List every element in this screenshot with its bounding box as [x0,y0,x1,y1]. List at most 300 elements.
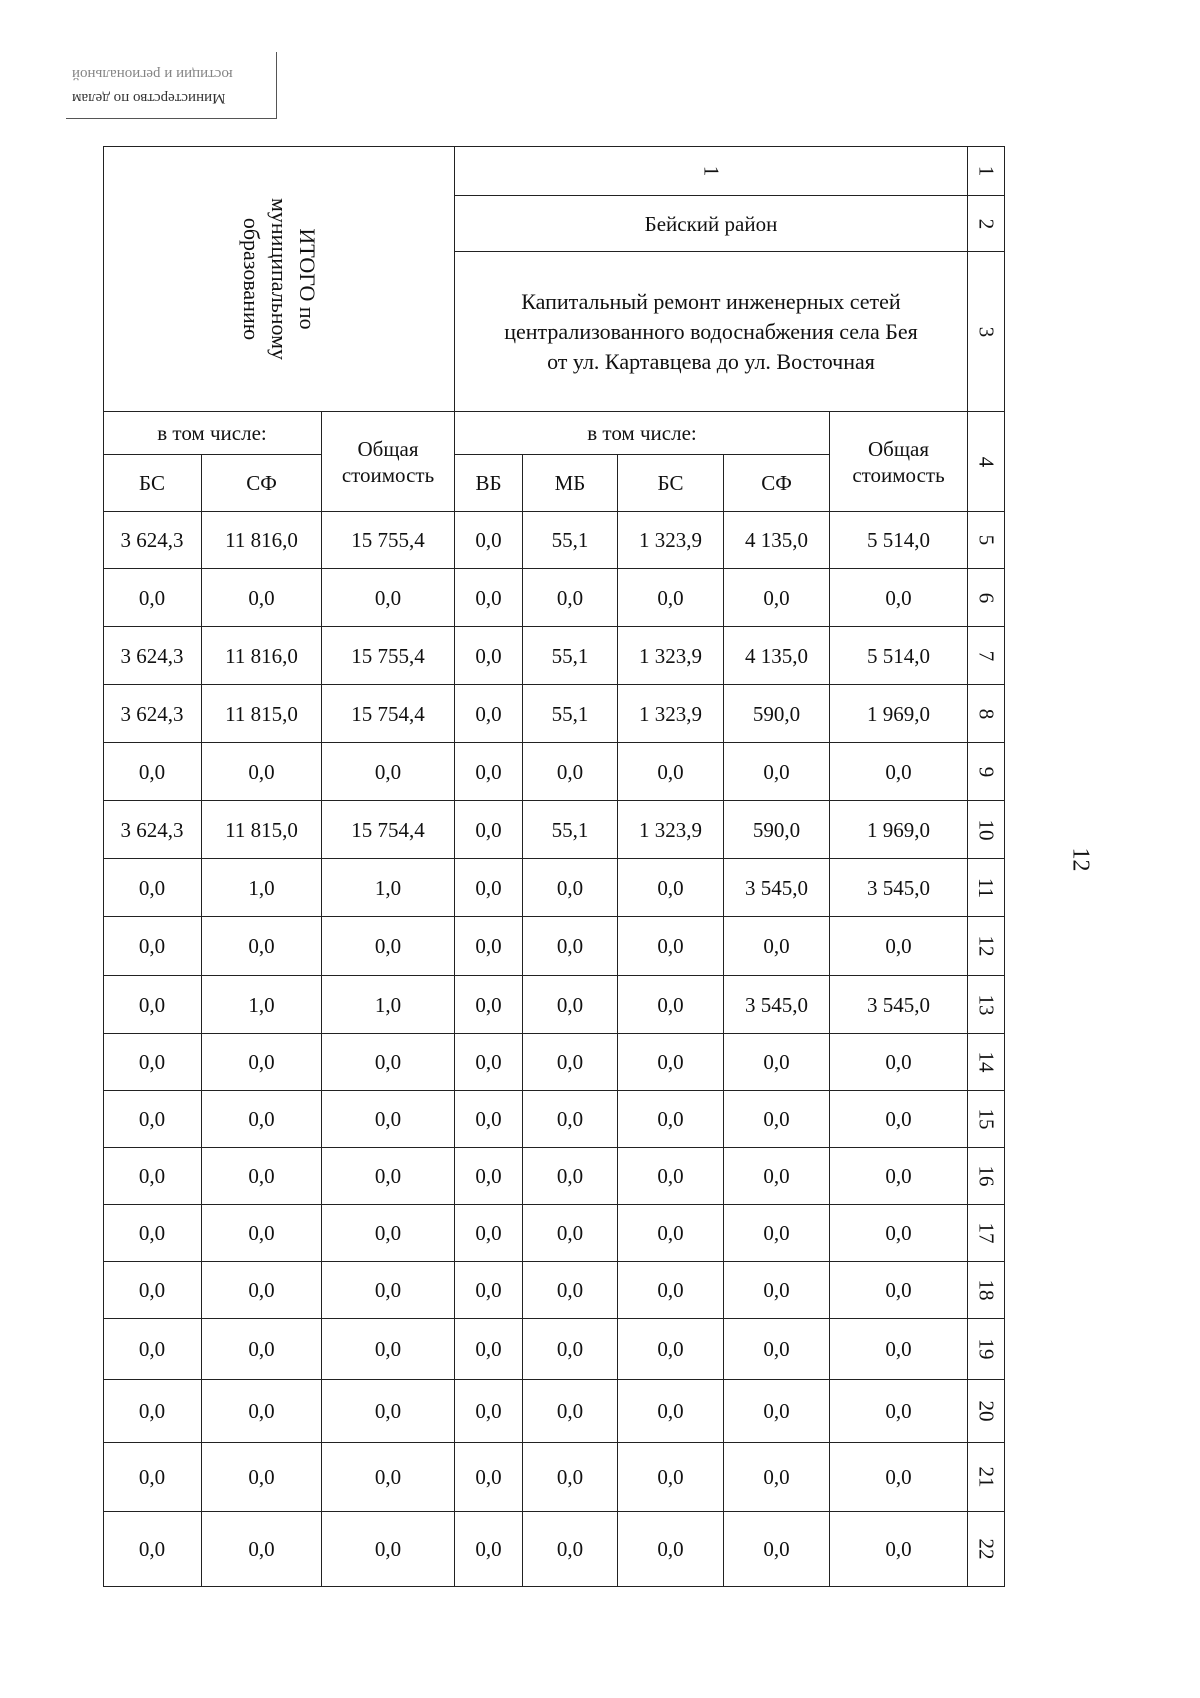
table-cell [830,1319,968,1380]
table-cell [103,743,202,801]
table-cell-text: 55,1 [551,701,589,726]
table-cell [523,743,618,801]
table-cell [523,1262,618,1319]
table-cell-text: 0,0 [138,1221,166,1245]
table-cell-text: 0,0 [556,992,584,1017]
table-cell [455,801,523,859]
table-cell [103,976,202,1034]
table-cell-text: 0,0 [475,1221,502,1245]
row-number [968,743,1005,801]
table-cell-text: 0,0 [248,1465,275,1489]
row-number-text: 8 [974,708,998,719]
table-cell [618,512,724,569]
table-cell [523,512,618,569]
table-cell [830,569,968,627]
table-cell-text: 3 545,0 [867,992,930,1017]
table-cell-text: 0,0 [138,585,166,610]
table-cell [455,627,523,685]
table-cell-text: 0,0 [885,585,912,610]
total-cost-left-text: Общая стоимость [341,436,435,487]
including-left [103,412,322,455]
table-cell-text: 0,0 [248,1164,275,1188]
col-header-bs-text: БС [139,471,165,495]
table-cell [455,976,523,1034]
table-cell [202,1443,322,1512]
col-header-sf-2 [724,455,830,512]
table-cell [523,976,618,1034]
table-cell-text: 0,0 [657,1465,684,1489]
table-cell [322,743,455,801]
col-header-bs-2-text: БС [657,471,684,495]
table-cell [455,1205,523,1262]
row-number [968,917,1005,976]
table-cell-text: 0,0 [556,875,584,900]
table-cell [322,1262,455,1319]
table-cell [830,1148,968,1205]
table-cell-text: 3 624,3 [120,701,184,726]
table-cell [523,1319,618,1380]
table-cell-text: 15 755,4 [351,643,425,668]
row-number-text: 12 [974,935,998,957]
row-number [968,1148,1005,1205]
table-cell-text: 4 135,0 [745,643,808,668]
table-cell-text: 0,0 [657,875,684,900]
table-cell-text: 0,0 [556,1107,584,1131]
table-cell-text: 5 514,0 [867,528,930,552]
table-cell [202,976,322,1034]
district-cell [455,196,968,252]
table-cell-text: 0,0 [657,1337,684,1361]
table-cell-text: 0,0 [657,1278,684,1302]
total-header-cell [103,146,455,412]
table-cell-text: 0,0 [657,1399,684,1423]
table-cell [455,685,523,743]
table-cell-text: 0,0 [556,759,584,784]
table-cell-text: 5 514,0 [867,643,930,668]
table-cell-text: 1 969,0 [867,817,930,842]
table-cell [618,569,724,627]
table-cell [202,1512,322,1587]
table-cell [322,569,455,627]
table-cell-text: 0,0 [138,759,166,784]
table-cell-text: 0,0 [657,585,684,610]
row-number-text: 3 [974,326,998,337]
table-cell-text: 0,0 [138,875,166,900]
table-cell [618,1380,724,1443]
table-cell-text: 0,0 [885,1337,912,1361]
table-cell-text: 0,0 [763,1050,790,1074]
table-cell [523,1034,618,1091]
table-cell-text: 0,0 [475,1465,502,1489]
table-cell [724,685,830,743]
row-number-text: 18 [974,1279,998,1301]
table-cell [830,512,968,569]
row-number-text: 20 [974,1400,998,1422]
table-cell-text: 1 323,9 [639,817,702,842]
table-cell [724,976,830,1034]
page-number: 12 [1067,847,1094,872]
table-cell-text: 0,0 [374,1278,402,1302]
table-cell-text: 1 323,9 [639,528,702,552]
table-cell [103,1034,202,1091]
table-cell-text: 0,0 [556,1399,584,1423]
table-cell [322,512,455,569]
table-cell [724,569,830,627]
table-cell-text: 0,0 [374,1164,402,1188]
table-cell-text: 3 545,0 [745,875,808,900]
including-left-text: в том числе: [157,421,267,445]
table-cell-text: 0,0 [475,1050,502,1074]
row-number-text: 2 [974,218,998,229]
row-number [968,976,1005,1034]
table-cell-text: 0,0 [138,1164,166,1188]
table-cell-text: 0,0 [248,1337,275,1361]
table-cell-text: 0,0 [556,585,584,610]
table-cell-text: 0,0 [657,992,684,1017]
table-cell-text: 0,0 [475,701,502,726]
row-number-text: 21 [974,1466,998,1488]
table-cell [103,1443,202,1512]
table-cell-text: 0,0 [374,1399,402,1423]
table-cell [202,1148,322,1205]
table-cell-text: 0,0 [763,1399,790,1423]
table-cell [618,1262,724,1319]
table-cell [830,1262,968,1319]
row-number [968,801,1005,859]
table-cell [724,1443,830,1512]
table-cell [523,801,618,859]
table-cell [322,1319,455,1380]
row-number [968,1091,1005,1148]
table-cell [103,1205,202,1262]
table-cell-text: 0,0 [248,1537,275,1561]
row-number [968,859,1005,917]
table-cell-text: 1 323,9 [639,643,702,668]
table-cell [322,1443,455,1512]
table-cell-text: 0,0 [475,1164,502,1188]
table-cell-text: 0,0 [475,1399,502,1423]
row-number [968,1205,1005,1262]
table-cell [830,1443,968,1512]
table-cell [103,859,202,917]
table-cell [103,1380,202,1443]
table-cell [724,512,830,569]
table-cell [103,917,202,976]
table-cell-text: 0,0 [885,1164,912,1188]
table-cell-text: 0,0 [763,1164,790,1188]
table-cell-text: 3 545,0 [867,875,930,900]
row-number [968,627,1005,685]
table-cell-text: 0,0 [248,1221,275,1245]
table-cell-text: 1 323,9 [639,701,702,726]
table-cell [830,627,968,685]
table-cell-text: 0,0 [374,1221,402,1245]
table-cell-text: 590,0 [752,701,801,726]
table-cell-text: 0,0 [763,585,790,610]
table-cell-text: 3 545,0 [745,992,808,1017]
table-cell-text: 0,0 [556,1221,584,1245]
table-cell-text: 0,0 [475,934,502,958]
table-cell [202,1262,322,1319]
table-cell [202,859,322,917]
table-cell-text: 0,0 [885,1537,912,1561]
table-cell [103,801,202,859]
table-cell [724,627,830,685]
table-cell [202,685,322,743]
table-cell [455,1091,523,1148]
table-cell [455,1443,523,1512]
table-cell [618,1148,724,1205]
table-cell-text: 0,0 [475,1107,502,1131]
col-header-mb [523,455,618,512]
table-cell [455,1319,523,1380]
table-cell-text: 1,0 [248,875,275,900]
row-number [968,685,1005,743]
table-cell [618,1443,724,1512]
table-cell [724,743,830,801]
table-cell-text: 0,0 [475,817,502,842]
table-cell-text: 0,0 [475,1278,502,1302]
row-number [968,1443,1005,1512]
table-cell-text: 0,0 [885,1050,912,1074]
table-cell [455,1380,523,1443]
col-header-sf-text: СФ [246,471,277,495]
table-cell-text: 11 815,0 [225,817,298,842]
table-cell [103,512,202,569]
table-cell [724,801,830,859]
table-cell-text: 0,0 [374,1337,402,1361]
table-cell [830,859,968,917]
table-cell-text: 0,0 [374,1537,402,1561]
table-cell [523,1380,618,1443]
table-cell-text: 0,0 [475,585,502,610]
table-cell-text: 0,0 [556,1465,584,1489]
table-cell [103,1512,202,1587]
table-cell [322,1034,455,1091]
table-cell [455,569,523,627]
table-cell [724,1512,830,1587]
table-cell [202,569,322,627]
row-number-text: 4 [974,456,998,467]
table-cell-text: 0,0 [138,1399,166,1423]
row-number [968,196,1005,252]
table-cell-text: 0,0 [374,1050,402,1074]
row-number-text: 15 [974,1108,998,1130]
row-number [968,412,1005,512]
table-cell [724,917,830,976]
table-cell [322,685,455,743]
table-cell-text: 0,0 [885,1221,912,1245]
total-cost-right-text: Общая стоимость [852,436,945,487]
table-cell-text: 0,0 [885,1278,912,1302]
table-cell-text: 0,0 [248,1107,275,1131]
table-cell [202,917,322,976]
table-cell-text: 0,0 [657,1050,684,1074]
table-cell-text: 0,0 [556,934,584,958]
table-cell [618,1319,724,1380]
table-cell [618,976,724,1034]
table-cell [202,801,322,859]
table-cell [322,1205,455,1262]
table-cell [202,1319,322,1380]
row-number-text: 22 [974,1538,998,1560]
table-cell-text: 0,0 [248,1278,275,1302]
table-cell [523,1091,618,1148]
table-cell [830,743,968,801]
total-cost-left [322,412,455,512]
table-cell [523,1148,618,1205]
table-cell [724,1319,830,1380]
stamp-line-2: юстиции и региональной [72,66,233,82]
row-number [968,1034,1005,1091]
table-cell-text: 0,0 [657,759,684,784]
table-cell [523,569,618,627]
table-cell [724,1262,830,1319]
col-header-vb [455,455,523,512]
table-cell-text: 0,0 [885,1465,912,1489]
table-cell-text: 0,0 [763,934,790,958]
table-cell [202,743,322,801]
table-cell [618,859,724,917]
table-cell-text: 0,0 [763,1278,790,1302]
row-number-text: 16 [974,1165,998,1187]
col-header-bs [103,455,202,512]
total-cost-right [830,412,968,512]
table-cell [724,1034,830,1091]
table-cell [455,1512,523,1587]
table-cell-text: 0,0 [763,1337,790,1361]
row-number [968,146,1005,196]
table-cell-text: 0,0 [763,1465,790,1489]
table-cell [618,917,724,976]
row-number-text: 6 [974,592,998,603]
col-header-mb-text: МБ [554,471,586,495]
table-cell [618,801,724,859]
table-cell [455,1262,523,1319]
stamp-line-1: Министерство по делам [72,90,226,106]
table-cell-text: 0,0 [248,1050,275,1074]
table-cell [523,685,618,743]
table-cell [830,1034,968,1091]
table-cell [322,976,455,1034]
table-cell-text: 55,1 [551,643,589,668]
table-cell [322,917,455,976]
table-cell-text: 4 135,0 [745,528,808,552]
table-cell-text: 0,0 [475,643,502,668]
table-cell-text: 0,0 [248,934,275,958]
table-cell [724,859,830,917]
table-cell-text: 55,1 [551,528,589,552]
project-name-cell [455,252,968,412]
table-cell-text: 0,0 [657,1107,684,1131]
table-cell-text: 0,0 [374,759,402,784]
table-cell-text: 1,0 [374,992,402,1017]
table-cell-text: 15 754,4 [351,701,425,726]
table-cell-text: 0,0 [475,759,502,784]
table-cell-text: 0,0 [763,1221,790,1245]
project-name-cell-text: Капитальный ремонт инженерных сетей централизованного водоснабжения села Бея от ул. Картавцева до ул. Восточная [504,288,918,374]
district-cell-text: Бейский район [644,211,778,236]
table-cell-text: 0,0 [138,1465,166,1489]
table-cell-text: 15 755,4 [351,528,425,552]
table-cell-text: 590,0 [752,817,801,842]
table-cell-text: 1 969,0 [867,701,930,726]
row-number [968,252,1005,412]
row-number-text: 17 [974,1222,998,1244]
table-cell-text: 0,0 [556,1050,584,1074]
table-cell-text: 0,0 [885,1399,912,1423]
table-cell [523,1512,618,1587]
table-cell-text: 55,1 [551,817,589,842]
row-number-text: 11 [973,877,998,898]
table-cell [523,1443,618,1512]
table-cell [724,1148,830,1205]
row-number [968,1380,1005,1443]
table-cell-text: 0,0 [657,934,684,958]
table-cell-text: 0,0 [248,585,275,610]
row-number-text: 14 [974,1051,998,1073]
row-number-text: 1 [974,165,998,176]
table-cell [103,1148,202,1205]
table-cell-text: 0,0 [138,934,166,958]
table-cell-text: 0,0 [475,528,502,552]
table-cell [322,1512,455,1587]
table-cell [202,1205,322,1262]
table-cell [618,1034,724,1091]
total-label: ИТОГО по муниципальному образованию [238,197,320,360]
table-cell-text: 0,0 [556,1164,584,1188]
table-cell [830,801,968,859]
table-cell-text: 11 815,0 [225,701,298,726]
table-cell [103,1319,202,1380]
row-number-text: 7 [974,650,998,661]
including-right-text: в том числе: [587,421,697,445]
row-number [968,1319,1005,1380]
table-cell-text: 0,0 [763,1107,790,1131]
table-cell [322,859,455,917]
table-cell-text: 0,0 [138,992,166,1017]
table-cell [103,1262,202,1319]
table-cell [830,1380,968,1443]
row-number-text: 10 [974,819,998,840]
table-cell [830,917,968,976]
row-number-text: 13 [974,994,998,1015]
project-number: 1 [699,165,723,176]
table-cell-text: 1,0 [248,992,275,1017]
table-cell-text: 0,0 [657,1221,684,1245]
table-cell-text: 0,0 [657,1537,684,1561]
col-header-sf-2-text: СФ [761,471,792,495]
table-cell [455,743,523,801]
table-cell-text: 0,0 [657,1164,684,1188]
table-cell [830,976,968,1034]
table-cell [618,627,724,685]
table-cell [455,859,523,917]
row-number [968,1512,1005,1587]
table-cell-text: 0,0 [475,992,502,1017]
table-cell [202,627,322,685]
including-right [455,412,830,455]
table-cell-text: 0,0 [138,1337,166,1361]
table-cell [202,1034,322,1091]
table-cell-text: 11 816,0 [225,643,298,668]
table-cell-text: 0,0 [138,1107,166,1131]
table-cell [455,1034,523,1091]
table-cell [202,1091,322,1148]
table-cell [830,1512,968,1587]
table-cell [322,1091,455,1148]
row-number [968,512,1005,569]
